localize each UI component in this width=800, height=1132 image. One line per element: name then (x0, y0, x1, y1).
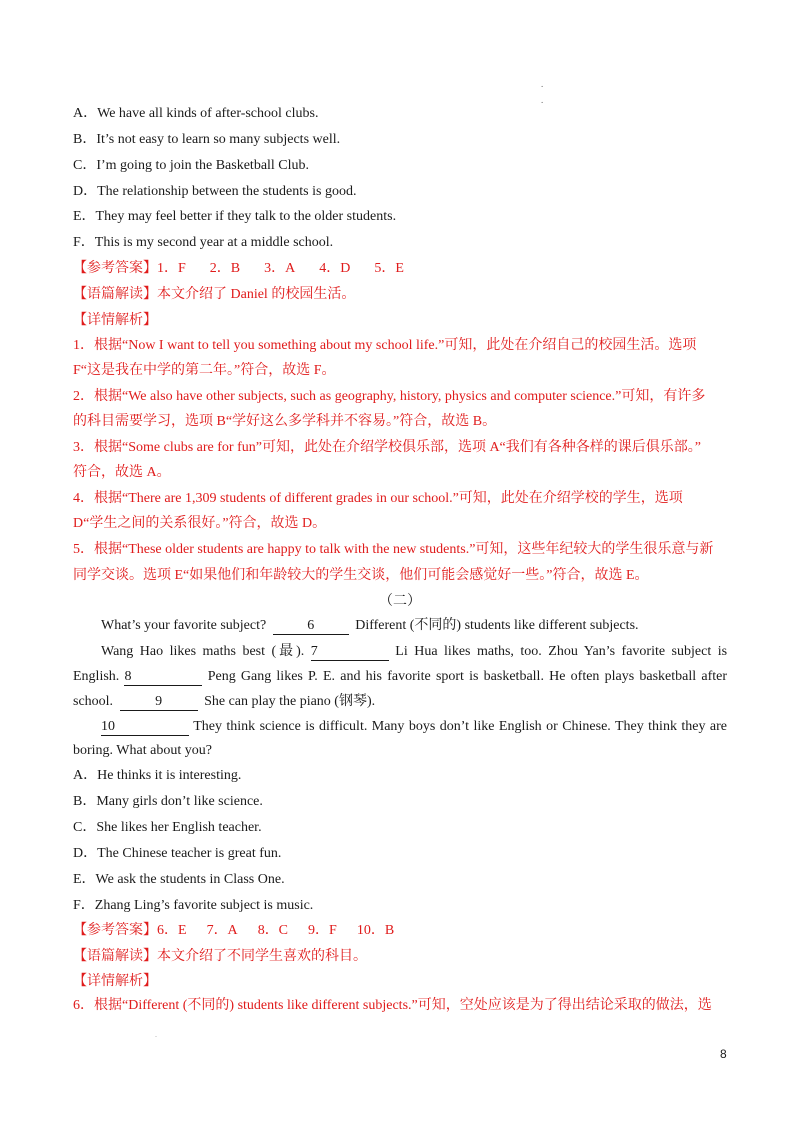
detail-label: 【详情解析】 (73, 313, 157, 328)
option-b: B．It’s not easy to learn so many subjects well. (73, 132, 341, 147)
summary-label: 【语篇解读】 (73, 287, 157, 302)
summary-text: 本文介绍了不同学生喜欢的科目。 (157, 949, 367, 964)
passage-text: Peng Gang likes P. E. and his favorite sport is basketball. He often plays basketball after (207, 669, 727, 684)
passage-line-5 (101, 717, 727, 737)
passage-text: Wang Hao likes maths best (最). (101, 644, 305, 659)
detail-label: 【详情解析】 (73, 974, 157, 989)
passage-text: What’s your favorite subject? (101, 618, 267, 633)
passage-summary (73, 285, 355, 305)
option-f: F．This is my second year at a middle school. (73, 235, 334, 250)
explanation-6-line1: 6．根据“Different (不同的) students like different subjects.”可知，空处应该是为了得出结论采取的做法，选 (73, 998, 712, 1013)
answer-key (73, 259, 404, 279)
answer-item: 5．E (374, 261, 404, 276)
scan-mark: . (155, 1030, 157, 1039)
option-d: D．The Chinese teacher is great fun. (73, 846, 282, 861)
blank-9: 9 (120, 694, 198, 711)
answer-key (73, 921, 394, 941)
passage-text: English. (73, 669, 120, 684)
page-number: 8 (720, 1047, 727, 1061)
answer-key-label: 【参考答案】 (73, 923, 157, 938)
passage-line-2 (101, 642, 727, 662)
summary-text: 本文介绍了 Daniel 的校园生活。 (157, 287, 356, 302)
option-e: E．They may feel better if they talk to the older students. (73, 209, 397, 224)
blank-6: 6 (273, 618, 349, 635)
passage-text: Li Hua likes maths, too. Zhou Yan’s favorite subject is (395, 644, 728, 659)
header-mark: . (541, 79, 544, 89)
option-c: C．I’m going to join the Basketball Club. (73, 158, 310, 173)
answer-item: 2．B (209, 261, 241, 276)
blank-7: 7 (311, 644, 389, 661)
passage-text: She can play the piano (钢琴). (204, 694, 376, 709)
answer-item: 10．B (356, 923, 395, 938)
explanation-3-line1: 3．根据“Some clubs are for fun”可知，此处在介绍学校俱乐部，选项 A“我们有各种各样的课后俱乐部。” (73, 440, 701, 455)
section-title: （二） (379, 594, 421, 609)
explanation-4-line1: 4．根据“There are 1,309 students of different grades in our school.”可知，此处在介绍学校的学生，选项 (73, 491, 683, 506)
answer-key-label: 【参考答案】 (73, 261, 157, 276)
answer-item: 6．E (157, 923, 187, 938)
option-b: B．Many girls don’t like science. (73, 794, 263, 809)
option-a: A．He thinks it is interesting. (73, 768, 242, 783)
passage-text: Different (不同的) students like different subjects. (355, 618, 639, 633)
passage-text: They think science is difficult. Many boys don’t like English or Chinese. They think they are (193, 719, 727, 734)
explanation-1-line1: 1．根据“Now I want to tell you something about my school life.”可知，此处在介绍自己的校园生活。选项 (73, 338, 697, 353)
explanation-1-line2: F“这是我在中学的第二年。”符合，故选 F。 (73, 363, 336, 378)
answer-item: 8．C (257, 923, 289, 938)
blank-10: 10 (101, 719, 189, 736)
explanation-2-line2: 的科目需要学习，选项 B“学好这么多学科并不容易。”符合，故选 B。 (73, 414, 497, 429)
answer-item: 1．F (157, 261, 186, 276)
answer-item: 7．A (206, 923, 238, 938)
header-mark: . (541, 95, 544, 105)
explanation-5-line2: 同学交谈。选项 E“如果他们和年龄较大的学生交谈，他们可能会感觉好一些。”符合，故选 E。 (73, 568, 649, 583)
answer-item: 9．F (308, 923, 337, 938)
passage-text: school. (73, 694, 114, 709)
blank-8: 8 (124, 669, 202, 686)
option-f: F．Zhang Ling’s favorite subject is music. (73, 898, 314, 913)
option-a: A．We have all kinds of after-school clubs. (73, 106, 319, 121)
option-c: C．She likes her English teacher. (73, 820, 262, 835)
summary-label: 【语篇解读】 (73, 949, 157, 964)
explanation-2-line1: 2．根据“We also have other subjects, such as geography, history, physics and computer science.”可知，有许多 (73, 389, 706, 404)
option-d: D．The relationship between the students is good. (73, 184, 357, 199)
passage-line-3 (73, 667, 727, 687)
passage-line-4 (73, 692, 375, 712)
explanation-3-line2: 符合，故选 A。 (73, 465, 171, 480)
answer-item: 4．D (319, 261, 351, 276)
passage-line-6: boring. What about you? (73, 743, 212, 758)
header-marks (541, 78, 543, 107)
answer-item: 3．A (264, 261, 296, 276)
option-e: E．We ask the students in Class One. (73, 872, 285, 887)
passage-line-1 (101, 616, 639, 636)
explanation-5-line1: 5．根据“These older students are happy to talk with the new students.”可知，这些年纪较大的学生很乐意与新 (73, 542, 714, 557)
explanation-4-line2: D“学生之间的关系很好。”符合，故选 D。 (73, 516, 327, 531)
passage-summary (73, 947, 367, 967)
